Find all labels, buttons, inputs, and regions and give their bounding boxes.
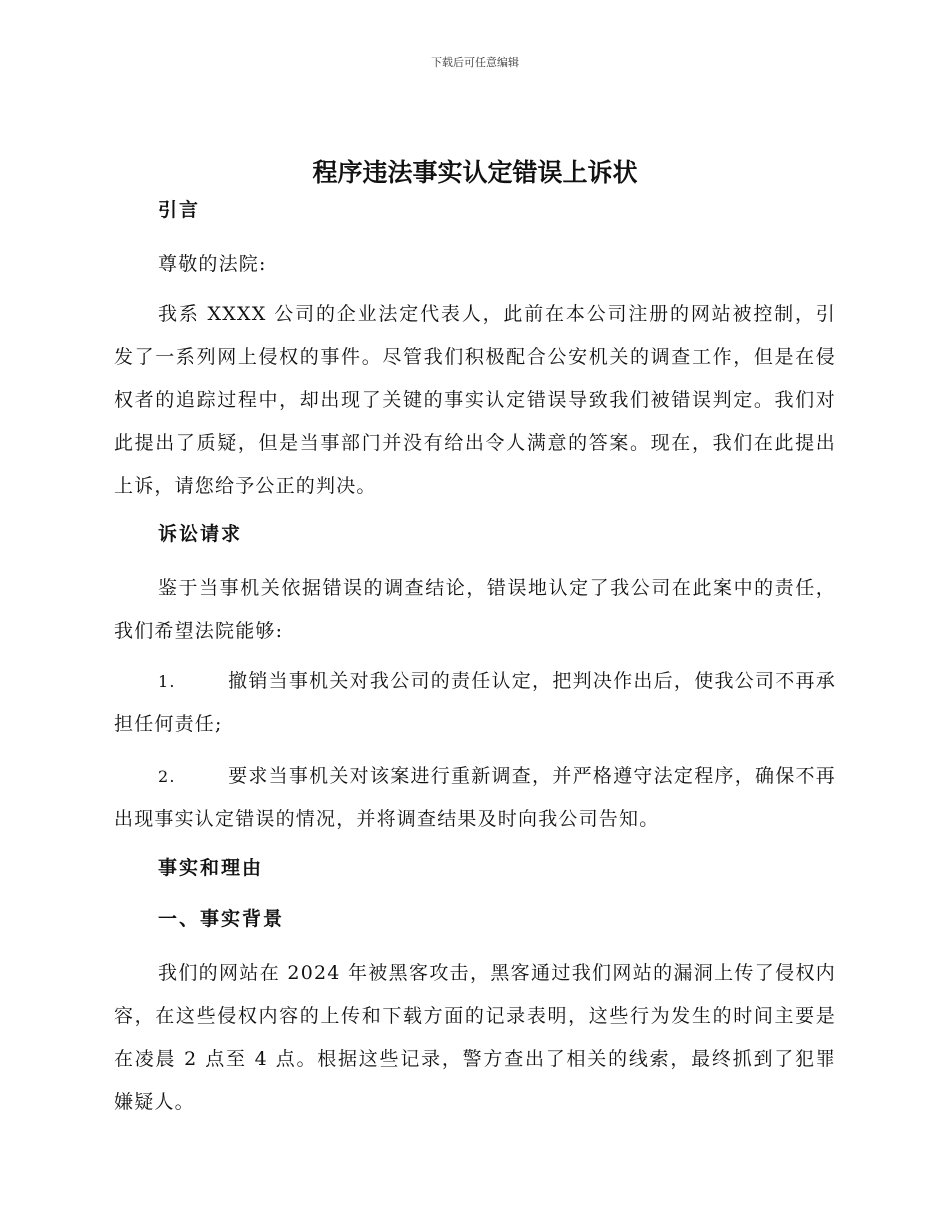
list-number: 1. <box>158 672 176 691</box>
salutation: 尊敬的法院: <box>158 253 267 275</box>
facts-sub-heading: 一、事实背景 <box>158 908 285 930</box>
claims-list-item <box>114 755 836 841</box>
document-body <box>114 192 836 1131</box>
list-number: 2. <box>158 767 176 786</box>
document-title: 程序违法事实认定错误上诉状 <box>312 158 638 187</box>
claims-paragraph: 鉴于当事机关依据错误的调查结论，错误地认定了我公司在此案中的责任，我们希望法院能够: <box>114 577 836 642</box>
facts-paragraph: 我们的网站在 2024 年被黑客攻击，黑客通过我们网站的漏洞上传了侵权内容，在这些侵权内容的上传和下载方面的记录表明，这些行为发生的时间主要是在凌晨 2 点至 4 点。根据这些记录，警方查出了相关的线索，最终抓到了犯罪嫌疑人。 <box>114 962 836 1113</box>
intro-paragraph: 我系 XXXX 公司的企业法定代表人，此前在本公司注册的网站被控制，引发了一系列网上侵权的事件。尽管我们积极配合公安机关的调查工作，但是在侵权者的追踪过程中，却出现了关键的事实认定错误导致我们被错误判定。我们对此提出了质疑，但是当事部门并没有给出令人满意的答案。现在，我们在此提出上诉，请您给予公正的判决。 <box>114 303 836 497</box>
claims-heading: 诉讼请求 <box>158 523 243 545</box>
intro-heading: 引言 <box>158 199 201 221</box>
header-note: 下载后可任意编辑 <box>431 56 519 69</box>
claims-list-item <box>114 660 836 746</box>
list-text: 要求当事机关对该案进行重新调查，并严格遵守法定程序，确保不再出现事实认定错误的情况，并将调查结果及时向我公司告知。 <box>114 765 836 830</box>
list-text: 撤销当事机关对我公司的责任认定，把判决作出后，使我公司不再承担任何责任; <box>114 670 836 735</box>
facts-heading: 事实和理由 <box>158 857 264 879</box>
